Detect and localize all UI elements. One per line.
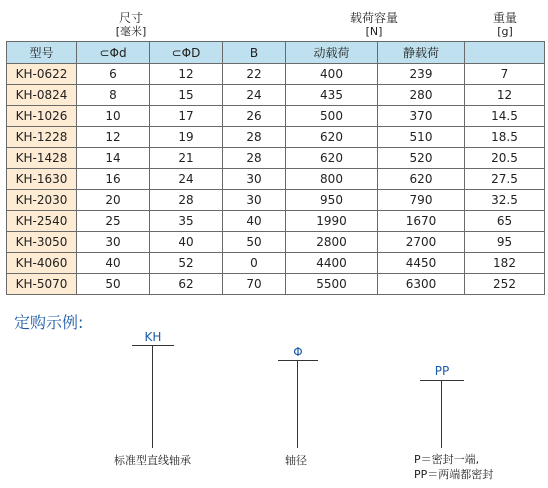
seal-code-desc-line1: P＝密封一端,	[414, 453, 480, 466]
value-cell: 10	[77, 106, 150, 127]
table-row	[7, 253, 545, 274]
table-row	[7, 64, 545, 85]
model-cell: KH-1428	[7, 148, 77, 169]
value-cell: 40	[223, 211, 286, 232]
model-code-label: KH	[144, 330, 162, 344]
weight-header	[480, 12, 530, 38]
weight-label: 重量	[492, 11, 517, 25]
value-cell: 50	[77, 274, 150, 295]
value-cell: 1670	[378, 211, 465, 232]
table-row	[7, 169, 545, 190]
value-cell: 65	[465, 211, 545, 232]
value-cell: 22	[223, 64, 286, 85]
value-cell: 18.5	[465, 127, 545, 148]
shaft-code-label: Φ	[293, 345, 303, 359]
value-cell: 40	[77, 253, 150, 274]
shaft-code-leader	[297, 360, 298, 448]
table-row	[7, 148, 545, 169]
spec-table	[6, 41, 545, 295]
value-cell: 28	[223, 148, 286, 169]
value-cell: 14.5	[465, 106, 545, 127]
value-cell: 70	[223, 274, 286, 295]
value-cell: 12	[150, 64, 223, 85]
value-cell: 20	[77, 190, 150, 211]
value-cell: 20.5	[465, 148, 545, 169]
table-row	[7, 274, 545, 295]
seal-code-desc-line2: PP＝两端都密封	[414, 468, 494, 481]
col-header-dynamic-load: 动载荷	[286, 42, 378, 64]
value-cell: 50	[223, 232, 286, 253]
model-cell: KH-2540	[7, 211, 77, 232]
value-cell: 500	[286, 106, 378, 127]
value-cell: 239	[378, 64, 465, 85]
value-cell: 62	[150, 274, 223, 295]
col-header-width: B	[223, 42, 286, 64]
value-cell: 30	[223, 169, 286, 190]
value-cell: 4400	[286, 253, 378, 274]
seal-code-bar	[420, 380, 464, 381]
value-cell: 7	[465, 64, 545, 85]
value-cell: 800	[286, 169, 378, 190]
value-cell: 28	[223, 127, 286, 148]
value-cell: 14	[77, 148, 150, 169]
model-cell: KH-3050	[7, 232, 77, 253]
table-header-row	[7, 42, 545, 64]
model-cell: KH-5070	[7, 274, 77, 295]
shaft-code-bar	[278, 360, 318, 361]
model-code-leader	[152, 345, 153, 448]
value-cell: 950	[286, 190, 378, 211]
col-header-model: 型号	[7, 42, 77, 64]
value-cell: 52	[150, 253, 223, 274]
value-cell: 4450	[378, 253, 465, 274]
value-cell: 12	[465, 85, 545, 106]
spec-table-body	[7, 64, 545, 295]
value-cell: 280	[378, 85, 465, 106]
value-cell: 2700	[378, 232, 465, 253]
value-cell: 25	[77, 211, 150, 232]
load-header	[334, 12, 414, 38]
value-cell: 252	[465, 274, 545, 295]
value-cell: 12	[77, 127, 150, 148]
value-cell: 16	[77, 169, 150, 190]
value-cell: 5500	[286, 274, 378, 295]
value-cell: 32.5	[465, 190, 545, 211]
value-cell: 30	[77, 232, 150, 253]
weight-unit: [g]	[497, 25, 513, 38]
value-cell: 400	[286, 64, 378, 85]
load-unit: [N]	[365, 25, 383, 38]
value-cell: 620	[286, 127, 378, 148]
value-cell: 6300	[378, 274, 465, 295]
value-cell: 0	[223, 253, 286, 274]
value-cell: 27.5	[465, 169, 545, 190]
table-row	[7, 232, 545, 253]
order-example-title: 定购示例:	[14, 313, 84, 332]
col-header-static-load: 静载荷	[378, 42, 465, 64]
value-cell: 790	[378, 190, 465, 211]
value-cell: 28	[150, 190, 223, 211]
value-cell: 35	[150, 211, 223, 232]
table-row	[7, 85, 545, 106]
value-cell: 30	[223, 190, 286, 211]
model-code-bar	[132, 345, 174, 346]
model-code-desc: 标准型直线轴承	[114, 454, 191, 467]
table-row	[7, 127, 545, 148]
value-cell: 26	[223, 106, 286, 127]
value-cell: 17	[150, 106, 223, 127]
value-cell: 1990	[286, 211, 378, 232]
value-cell: 24	[223, 85, 286, 106]
model-cell: KH-1630	[7, 169, 77, 190]
model-cell: KH-1228	[7, 127, 77, 148]
value-cell: 620	[378, 169, 465, 190]
value-cell: 21	[150, 148, 223, 169]
col-header-weight	[465, 42, 545, 64]
col-header-outer-diameter: ⊂ΦD	[150, 42, 223, 64]
model-cell: KH-4060	[7, 253, 77, 274]
value-cell: 8	[77, 85, 150, 106]
model-cell: KH-2030	[7, 190, 77, 211]
model-cell: KH-1026	[7, 106, 77, 127]
value-cell: 6	[77, 64, 150, 85]
value-cell: 510	[378, 127, 465, 148]
seal-code-desc	[414, 452, 493, 482]
seal-code-label: PP	[434, 364, 450, 378]
size-header	[96, 12, 166, 38]
col-header-inner-diameter: ⊂Φd	[77, 42, 150, 64]
seal-code-leader	[441, 380, 442, 448]
value-cell: 370	[378, 106, 465, 127]
value-cell: 435	[286, 85, 378, 106]
load-label: 载荷容量	[349, 11, 398, 25]
model-cell: KH-0622	[7, 64, 77, 85]
value-cell: 40	[150, 232, 223, 253]
table-row	[7, 106, 545, 127]
value-cell: 520	[378, 148, 465, 169]
value-cell: 24	[150, 169, 223, 190]
value-cell: 95	[465, 232, 545, 253]
table-row	[7, 190, 545, 211]
value-cell: 620	[286, 148, 378, 169]
size-label: 尺寸	[118, 11, 143, 25]
value-cell: 2800	[286, 232, 378, 253]
shaft-code-desc: 轴径	[285, 454, 307, 467]
value-cell: 182	[465, 253, 545, 274]
value-cell: 19	[150, 127, 223, 148]
size-unit: [毫米]	[115, 25, 147, 38]
value-cell: 15	[150, 85, 223, 106]
table-row	[7, 211, 545, 232]
model-cell: KH-0824	[7, 85, 77, 106]
